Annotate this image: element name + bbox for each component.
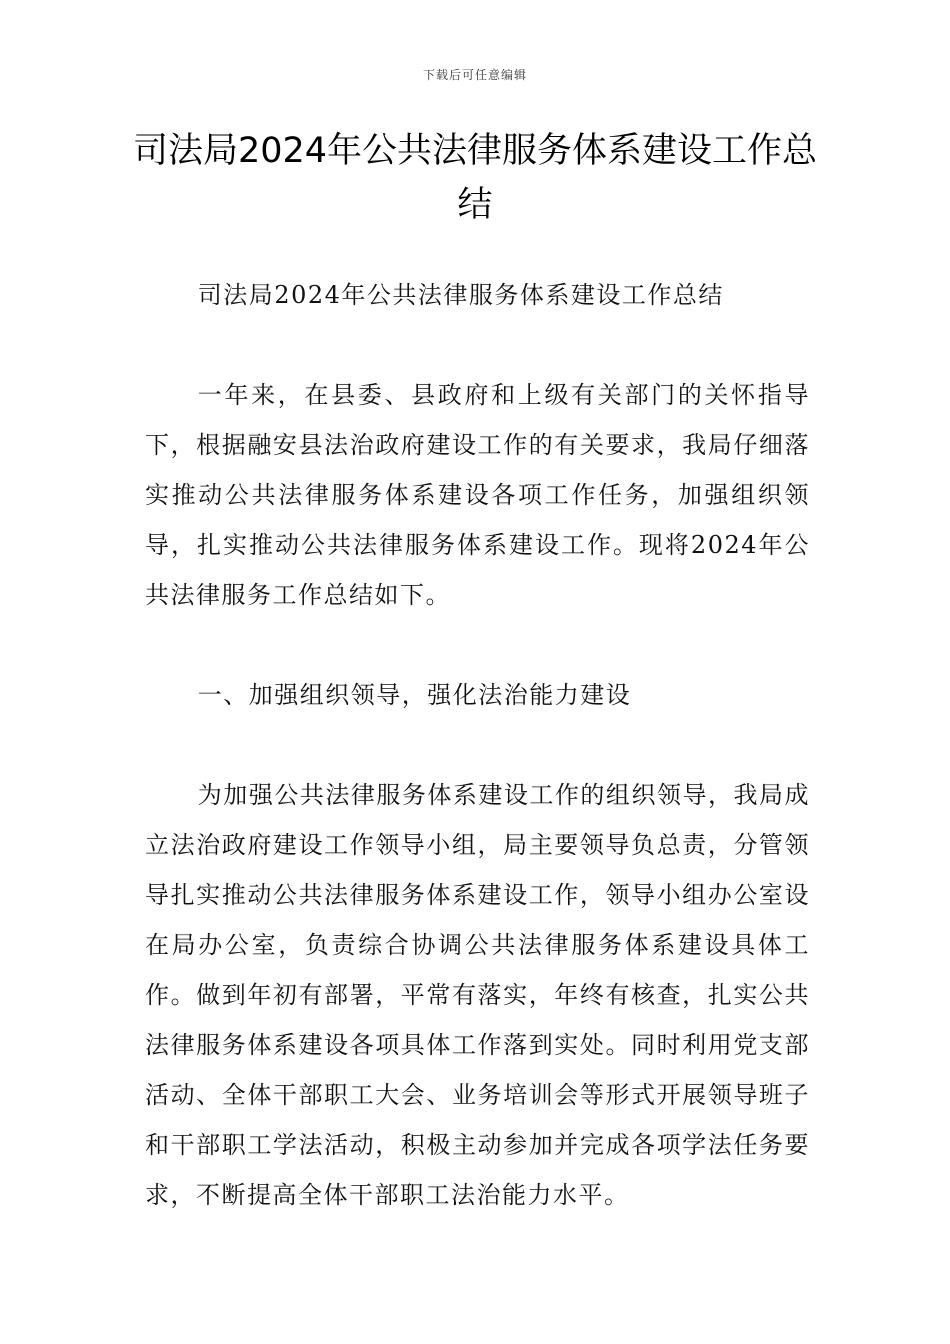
section-heading: 一、加强组织领导，强化法治能力建设 bbox=[197, 681, 632, 709]
intro-paragraph: 一年来，在县委、县政府和上级有关部门的关怀指导下，根据融安县法治政府建设工作的有关要求，我局仔细落实推动公共法律服务体系建设各项工作任务，加强组织领导，扎实推动公共法律服务体系建设工作。现将2024年公共法律服务工作总结如下。 bbox=[145, 381, 810, 609]
document-body bbox=[145, 270, 810, 1270]
document-title: 司法局2024年公共法律服务体系建设工作总结 bbox=[132, 131, 818, 225]
header-note: 下载后可任意编辑 bbox=[422, 68, 527, 82]
body-paragraph: 为加强公共法律服务体系建设工作的组织领导，我局成立法治政府建设工作领导小组，局主要领导负总责，分管领导扎实推动公共法律服务体系建设工作，领导小组办公室设在局办公室，负责综合协调公共法律服务体系建设具体工作。做到年初有部署，平常有落实，年终有核查，扎实公共法律服务体系建设各项具体工作落到实处。同时利用党支部活动、全体干部职工大会、业务培训会等形式开展领导班子和干部职工学法活动，积极主动参加并完成各项学法任务要求，不断提高全体干部职工法治能力水平。 bbox=[145, 781, 810, 1209]
subtitle-paragraph: 司法局2024年公共法律服务体系建设工作总结 bbox=[197, 281, 724, 309]
